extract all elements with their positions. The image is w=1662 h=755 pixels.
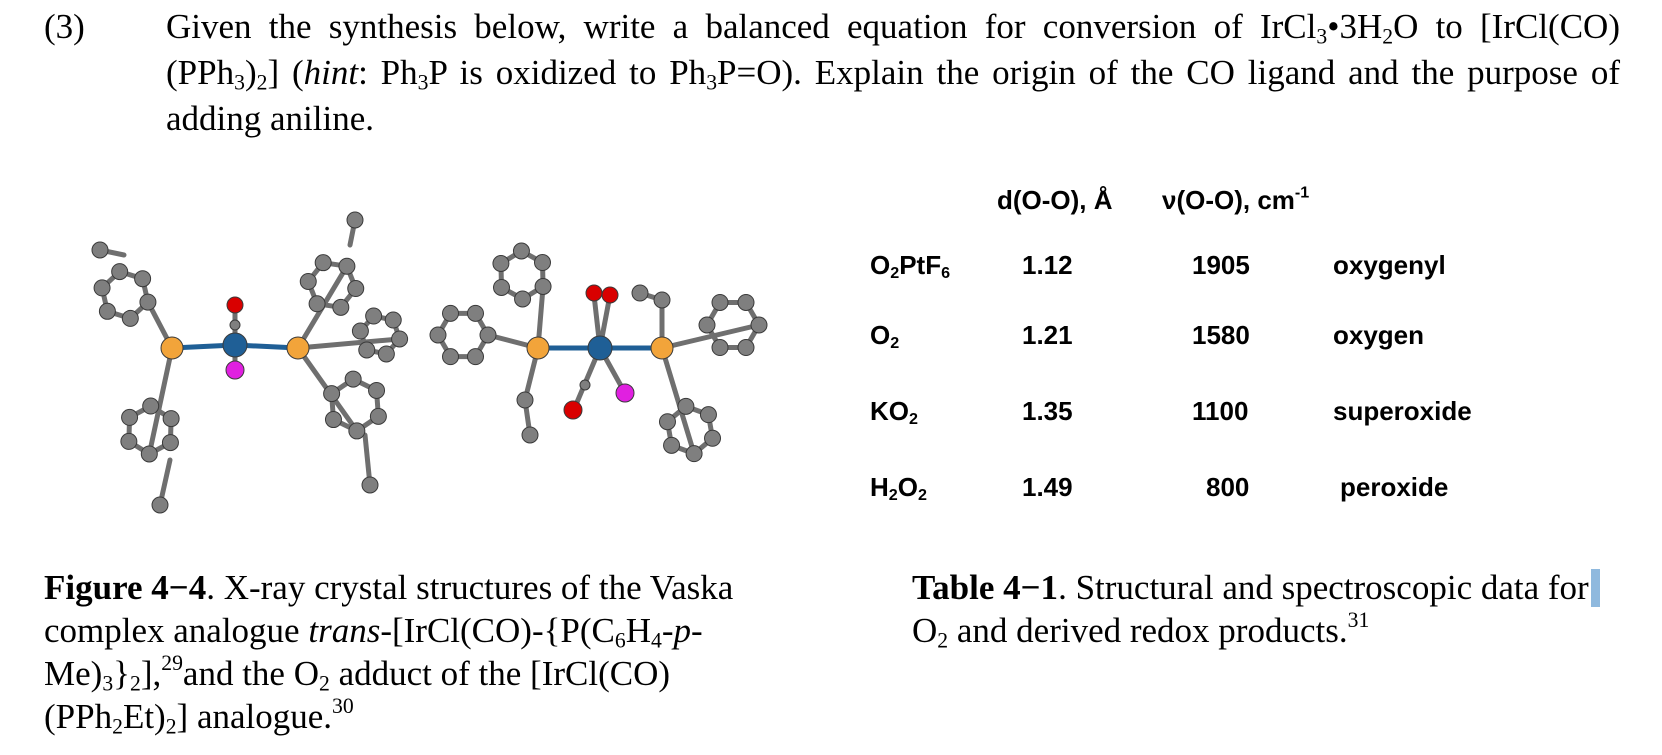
carbon-atom [580,380,590,390]
figure-caption: Figure 4−4. X-ray crystal structures of the Vaska complex analogue trans-$[IrCl(CO)-\{P(C_6H_4-p-Me)_3\}_2],^{29}and$ the $O_2$ adduct of the $[IrCl(CO)(PPh_2Et)_2]$ analogue.$^{30}$ [44,568,734,739]
reference-31: 31 [1347,607,1370,632]
oxygen-atom [602,287,618,303]
oxygen-atom [586,285,602,301]
carbon-atom [359,342,375,358]
carbon-atom [140,294,156,310]
carbon-atom [678,398,694,414]
carbon-atom [738,340,754,356]
carbon-atom [513,243,529,259]
carbon-atom [751,317,767,333]
carbon-atom [352,323,368,339]
carbon-atom [535,279,551,295]
figure-label: Figure 4−4 [44,568,207,607]
carbon-atom [664,437,680,453]
carbon-atom [480,327,496,343]
carbon-atom [712,340,728,356]
carbon-atom [347,212,363,228]
carbon-atom [349,423,365,439]
carbon-atom [143,398,159,414]
iridium-atom [588,336,612,360]
carbon-atom [315,255,331,271]
oxygen-atom [564,401,582,419]
row-frequency: 1100 [1192,396,1249,426]
row-bond-length: 1.21 [1022,320,1073,350]
row-species: $KO_2$ [870,396,918,429]
carbon-atom [392,331,408,347]
carbon-atom [738,294,754,310]
row-species: $O_2$ [870,320,900,353]
row-species: $O_2PtF_6$ [870,250,951,283]
carbon-atom [522,427,538,443]
row-frequency: 1580 [1192,320,1250,350]
carbon-atom [122,409,138,425]
carbon-atom [94,280,110,296]
row-name: oxygen [1333,320,1425,350]
row-species: $H_2O_2$ [870,472,927,505]
header-stretch-frequency: ν(O-O), $cm^{-1}$ [1162,183,1310,215]
row-bond-length: 1.49 [1022,472,1073,502]
carbon-atom [632,285,648,301]
carbon-atom [135,271,151,287]
carbon-atom [163,411,179,427]
carbon-atom [348,281,364,297]
carbon-atom [369,382,385,398]
carbon-atom [99,303,115,319]
carbon-atom [700,407,716,423]
phosphorus-atom [651,337,673,359]
phosphorus-atom [287,337,309,359]
carbon-atom [333,299,349,315]
carbon-atom [468,349,484,365]
carbon-atom [122,310,138,326]
phosphorus-atom [161,337,183,359]
carbon-atom [309,296,325,312]
question-text: Given the synthesis below, write a balanced equation for conversion of $IrCl_3•3H_2O$ to $[IrCl(CO)(PPh_3)_2]$ (hint: $Ph_3P$ is oxidized to $Ph_3P=O$). Explain the origin of the CO ligand and the purpose of adding aniline. [166,7,1620,138]
carbon-atom [654,292,670,308]
carbon-atom [705,430,721,446]
phosphorus-atom [527,337,549,359]
carbon-atom [362,477,378,493]
carbon-atom [339,258,355,274]
carbon-atom [112,264,128,280]
crystal-structures-figure [70,195,840,535]
reference-30: 30 [332,693,354,718]
oxygen-atom [227,297,243,313]
carbon-atom [443,305,459,321]
question-number: (3) [44,7,85,46]
table-caption: Table 4−1. Structural and spectroscopic data forO$_2$ and derived redox products.$^{31}$ [912,566,1632,652]
carbon-atom [494,279,510,295]
carbon-atom [324,386,340,402]
carbon-atom [366,308,382,324]
iridium-atom [223,333,247,357]
carbon-atom [515,291,531,307]
row-bond-length: 1.12 [1022,250,1073,280]
carbon-atom [230,320,240,330]
carbon-atom [300,273,316,289]
carbon-atom [659,414,675,430]
carbon-atom [325,412,341,428]
carbon-atom [534,255,550,271]
hint-label: hint [303,53,359,92]
ball-and-stick-models [70,195,840,535]
carbon-atom [430,327,446,343]
chlorine-atom [616,384,634,402]
oxygen-data-table [870,170,1600,540]
carbon-atom [468,305,484,321]
carbon-atom [121,433,137,449]
carbon-atom [152,497,168,513]
carbon-atom [517,392,533,408]
carbon-atom [370,408,386,424]
row-name: oxygenyl [1333,250,1446,280]
reference-29: 29 [161,650,183,675]
carbon-atom [162,435,178,451]
carbon-atom [712,294,728,310]
chlorine-atom [226,361,244,379]
row-bond-length: 1.35 [1022,396,1073,426]
carbon-atom [493,255,509,271]
row-frequency: 800 [1206,472,1250,502]
row-frequency: 1905 [1192,250,1250,280]
carbon-atom [378,346,394,362]
text-cursor-highlight [1591,569,1600,607]
carbon-atom [385,312,401,328]
row-name: peroxide [1340,472,1449,502]
table-label: Table 4−1 [912,568,1059,607]
header-bond-length: d(O-O), Å [997,185,1113,215]
carbon-atom [443,349,459,365]
carbon-atom [686,446,702,462]
row-name: superoxide [1333,396,1472,426]
carbon-atom [141,446,157,462]
carbon-atom [699,317,715,333]
carbon-atom [92,242,108,258]
carbon-atom [345,371,361,387]
